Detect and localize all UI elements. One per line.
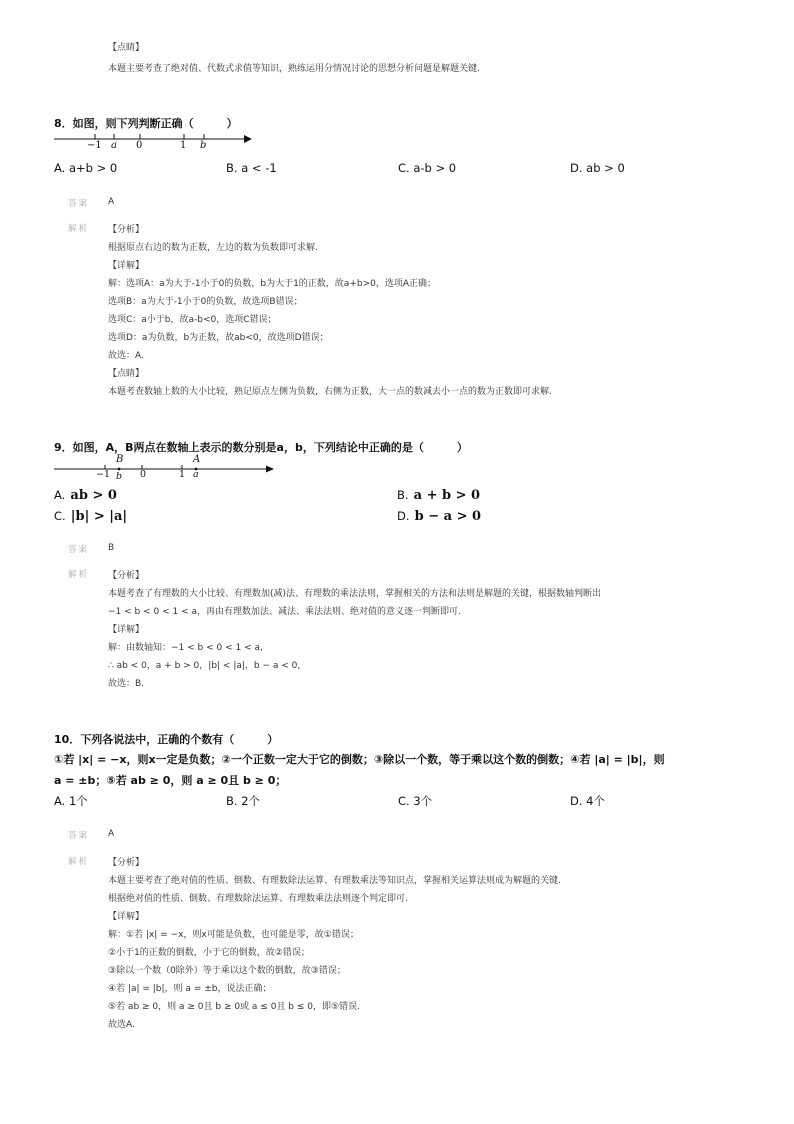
q8-option-d[interactable]: D. ab > 0 bbox=[570, 161, 625, 175]
q10-line-0: 【分析】 bbox=[108, 858, 145, 868]
q8-tick-a: a bbox=[111, 140, 117, 151]
q10-line-1: 本题主要考查了绝对值的性质、倒数、有理数除法运算、有理数乘法等知识点，掌握相关运算法则成为解题的关键. bbox=[108, 876, 561, 886]
q9-option-d-expr: b − a > 0 bbox=[414, 509, 482, 524]
q9-option-b-letter: B. bbox=[397, 488, 409, 502]
q8-analysis-label: 解析 bbox=[68, 224, 90, 234]
q9-answer: B bbox=[108, 543, 115, 553]
q9-line-0: 【分析】 bbox=[108, 571, 145, 581]
q10-line-6: ③除以一个数（0除外）等于乘以这个数的倒数，故③错误； bbox=[108, 966, 346, 976]
q10-analysis-label: 解析 bbox=[68, 857, 90, 867]
q9-option-d-letter: D. bbox=[397, 509, 410, 523]
q8-line-8: 【点睛】 bbox=[108, 369, 145, 379]
q10-line-7: ④若 |a| = |b|，则 a = ±b，说法正确； bbox=[108, 984, 272, 994]
q9-option-d[interactable] bbox=[397, 505, 481, 524]
q10-answer: A bbox=[108, 829, 115, 839]
q8-tick-neg1: −1 bbox=[87, 140, 102, 151]
q8-option-c[interactable]: C. a-b > 0 bbox=[398, 161, 457, 175]
q10-line-5: ②小于1的正数的倒数，小于它的倒数，故②错误； bbox=[108, 948, 310, 958]
q8-answer: A bbox=[108, 197, 115, 207]
q10-option-a[interactable]: A. 1个 bbox=[54, 794, 88, 808]
q8-option-a[interactable]: A. a+b > 0 bbox=[54, 161, 118, 175]
q8-line-2: 【详解】 bbox=[108, 261, 145, 271]
q9-option-a-letter: A. bbox=[54, 488, 66, 502]
q10-line-9: 故选A. bbox=[108, 1020, 135, 1030]
q9-tick-a: a bbox=[193, 469, 199, 480]
q9-option-c[interactable] bbox=[54, 505, 127, 524]
q9-line-4: 解：由数轴知：−1 < b < 0 < 1 < a, bbox=[108, 643, 263, 653]
q8-option-b[interactable]: B. a < -1 bbox=[226, 161, 277, 175]
q8-line-4: 选项B：a为大于-1小于0的负数，故选项B错误； bbox=[108, 297, 303, 307]
q9-line-2: −1 < b < 0 < 1 < a，再由有理数加法、减法、乘法法则、绝对值的意义逐一判断即可. bbox=[108, 607, 461, 617]
q9-option-a[interactable] bbox=[54, 484, 117, 503]
q8-tick-b: b bbox=[200, 140, 207, 151]
q9-option-b-expr: a + b > 0 bbox=[413, 488, 481, 503]
q8-line-6: 选项D：a为负数，b为正数，故ab<0，故选项D错误； bbox=[108, 333, 329, 343]
q8-answer-label: 答案 bbox=[68, 199, 90, 209]
q8-stem: 8．如图，则下列判断正确（ ） bbox=[54, 117, 238, 130]
q10-line-2: 根据绝对值的性质、倒数、有理数除法运算、有理数乘法法则逐个判定即可. bbox=[108, 894, 408, 904]
q9-point-A-label: A bbox=[193, 454, 201, 465]
q9-line-1: 本题考查了有理数的大小比较、有理数加(减)法、有理数的乘法法则，掌握相关的方法和法则是解题的关键，根据数轴判断出 bbox=[108, 589, 602, 599]
top-dianjing-tag: 【点睛】 bbox=[108, 43, 145, 53]
q10-option-d[interactable]: D. 4个 bbox=[570, 794, 605, 808]
q8-tick-1: 1 bbox=[180, 140, 187, 151]
q9-tick-b: b bbox=[116, 471, 123, 482]
q9-line-6: 故选：B. bbox=[108, 679, 145, 689]
q9-number-line bbox=[54, 464, 274, 476]
q9-point-B-label: B bbox=[116, 454, 124, 465]
q9-option-c-expr: |b| > |a| bbox=[70, 509, 128, 524]
top-dianjing-text: 本题主要考查了绝对值、代数式求值等知识，熟练运用分情况讨论的思想分析问题是解题关键. bbox=[108, 64, 480, 74]
q9-option-b[interactable] bbox=[397, 484, 480, 503]
q8-line-3: 解：选项A：a为大于-1小于0的负数，b为大于1的正数，故a+b>0，选项A正确； bbox=[108, 279, 437, 289]
q10-line-8: ⑤若 ab ≥ 0，则 a ≥ 0且 b ≥ 0或 a ≤ 0且 b ≤ 0，即⑤错误. bbox=[108, 1002, 360, 1012]
q10-stem-line2: ①若 |x| = −x，则x一定是负数；②一个正数一定大于它的倒数；③除以一个数，等于乘以这个数的倒数；④若 |a| = |b|，则 bbox=[54, 753, 665, 766]
q10-line-3: 【详解】 bbox=[108, 912, 145, 922]
q8-tick-0: 0 bbox=[136, 140, 143, 151]
q9-stem: 9．如图，A，B两点在数轴上表示的数分别是a，b，下列结论中正确的是（ ） bbox=[54, 441, 468, 454]
q9-line-5: ∴ ab < 0，a + b > 0，|b| < |a|，b − a < 0, bbox=[108, 661, 301, 671]
q9-option-a-expr: ab > 0 bbox=[70, 488, 117, 503]
q9-tick-0: 0 bbox=[140, 469, 147, 480]
q8-line-5: 选项C：a小于b，故a-b<0，选项C错误； bbox=[108, 315, 277, 325]
q10-answer-label: 答案 bbox=[68, 831, 90, 841]
q10-option-b[interactable]: B. 2个 bbox=[226, 794, 261, 808]
q9-option-c-letter: C. bbox=[54, 509, 66, 523]
q9-answer-label: 答案 bbox=[68, 545, 90, 555]
q9-tick-1: 1 bbox=[179, 469, 186, 480]
q10-stem: 10．下列各说法中，正确的个数有（ ） bbox=[54, 733, 279, 746]
q9-analysis-label: 解析 bbox=[68, 570, 90, 580]
q8-line-0: 【分析】 bbox=[108, 225, 145, 235]
q10-stem-line3: a = ±b；⑤若 ab ≥ 0，则 a ≥ 0且 b ≥ 0； bbox=[54, 774, 287, 787]
q10-line-4: 解：①若 |x| = −x，则x可能是负数，也可能是零，故①错误； bbox=[108, 930, 359, 940]
q8-number-line bbox=[54, 132, 254, 152]
q9-tick-neg1: −1 bbox=[96, 469, 111, 480]
q8-line-9: 本题考查数轴上数的大小比较，熟记原点左侧为负数，右侧为正数，大一点的数减去小一点的数为正数即可求解. bbox=[108, 387, 552, 397]
q9-line-3: 【详解】 bbox=[108, 625, 145, 635]
q8-line-7: 故选：A. bbox=[108, 351, 144, 361]
q10-option-c[interactable]: C. 3个 bbox=[398, 794, 433, 808]
q8-line-1: 根据原点右边的数为正数，左边的数为负数即可求解. bbox=[108, 243, 318, 253]
